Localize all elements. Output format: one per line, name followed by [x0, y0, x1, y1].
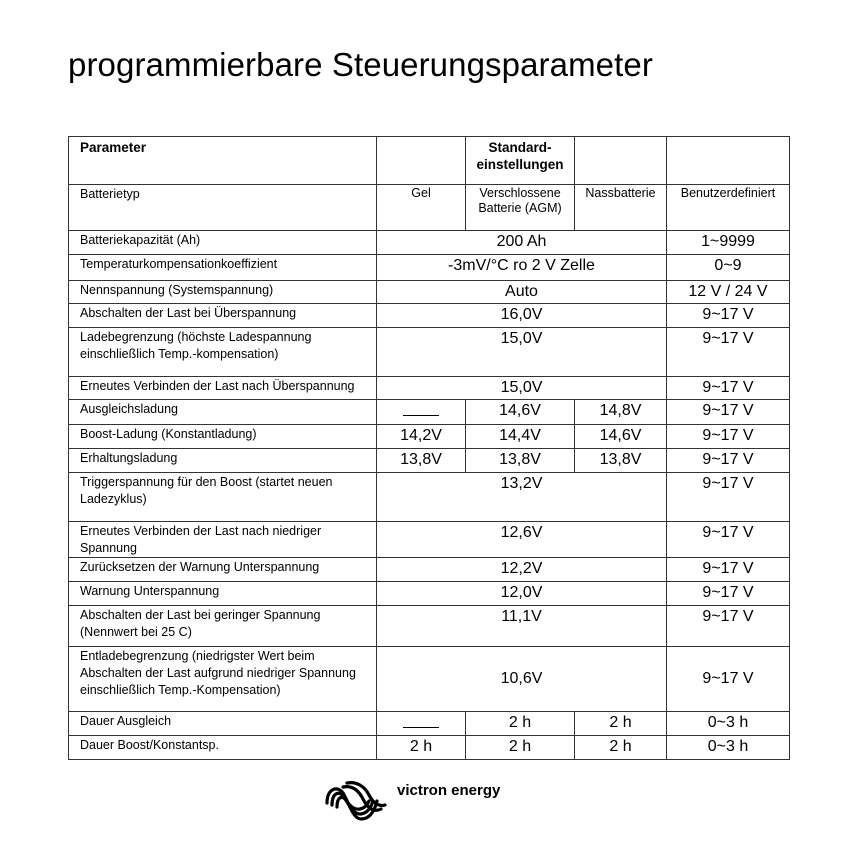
gel-value: 13,8V — [377, 449, 466, 473]
table-row — [69, 425, 790, 449]
table-row — [69, 328, 790, 377]
param-label: Dauer Ausgleich — [69, 712, 377, 736]
param-label: Ausgleichsladung — [69, 400, 377, 425]
default-value: 15,0V — [377, 377, 667, 400]
flooded-value: 13,8V — [575, 449, 667, 473]
param-label: Erneutes Verbinden der Last nach Überspannung — [69, 377, 377, 400]
gel-value — [377, 400, 466, 425]
page-title: programmierbare Steuerungsparameter — [68, 46, 653, 83]
default-value: 15,0V — [377, 328, 667, 377]
table-row — [69, 736, 790, 760]
param-label: Triggerspannung für den Boost (startet neuen Ladezyklus) — [69, 473, 377, 522]
table-row — [69, 304, 790, 328]
table-row — [69, 255, 790, 281]
battery-type-row — [69, 185, 790, 231]
param-label: Warnung Unterspannung — [69, 582, 377, 606]
default-value: 12,2V — [377, 558, 667, 582]
table-row — [69, 473, 790, 522]
dash-mark — [403, 727, 439, 728]
param-label: Erneutes Verbinden der Last nach niedriger Spannung — [69, 522, 377, 558]
param-label: Nennspannung (Systemspannung) — [69, 281, 377, 304]
flooded-value: 2 h — [575, 736, 667, 760]
battery-flooded: Nassbatterie — [575, 185, 667, 231]
user-range: 9~17 V — [667, 582, 790, 606]
user-range: 9~17 V — [667, 377, 790, 400]
user-range: 12 V / 24 V — [667, 281, 790, 304]
user-range: 9~17 V — [667, 425, 790, 449]
header-empty-cell — [575, 137, 667, 185]
user-range: 9~17 V — [667, 558, 790, 582]
user-range: 0~9 — [667, 255, 790, 281]
default-value: 10,6V — [377, 647, 667, 712]
flooded-value: 14,6V — [575, 425, 667, 449]
table-row — [69, 647, 790, 712]
header-empty-cell — [377, 137, 466, 185]
param-label: Temperaturkompensationkoeffizient — [69, 255, 377, 281]
param-label: Batteriekapazität (Ah) — [69, 231, 377, 255]
user-range: 1~9999 — [667, 231, 790, 255]
flooded-value: 14,8V — [575, 400, 667, 425]
agm-value: 2 h — [466, 736, 575, 760]
param-label: Zurücksetzen der Warnung Unterspannung — [69, 558, 377, 582]
table-row — [69, 377, 790, 400]
header-parameter: Parameter — [69, 137, 377, 185]
param-label: Ladebegrenzung (höchste Ladespannung einschließlich Temp.-kompensation) — [69, 328, 377, 377]
user-range: 9~17 V — [667, 304, 790, 328]
table-row — [69, 231, 790, 255]
gel-value: 14,2V — [377, 425, 466, 449]
user-range: 9~17 V — [667, 328, 790, 377]
table-row — [69, 712, 790, 736]
default-value: 11,1V — [377, 606, 667, 647]
default-value: 200 Ah — [377, 231, 667, 255]
agm-value: 14,4V — [466, 425, 575, 449]
victron-waves-icon — [323, 779, 389, 827]
user-range: 9~17 V — [667, 473, 790, 522]
param-label: Abschalten der Last bei Überspannung — [69, 304, 377, 328]
default-value: -3mV/°C ro 2 V Zelle — [377, 255, 667, 281]
user-range: 9~17 V — [667, 606, 790, 647]
table-row — [69, 400, 790, 425]
default-value: Auto — [377, 281, 667, 304]
user-range: 9~17 V — [667, 647, 790, 712]
user-range: 9~17 V — [667, 522, 790, 558]
default-value: 12,6V — [377, 522, 667, 558]
table-row — [69, 281, 790, 304]
table-row — [69, 449, 790, 473]
agm-value: 13,8V — [466, 449, 575, 473]
battery-gel: Gel — [377, 185, 466, 231]
gel-value: 2 h — [377, 736, 466, 760]
user-range: 9~17 V — [667, 449, 790, 473]
user-range: 0~3 h — [667, 712, 790, 736]
user-range: 0~3 h — [667, 736, 790, 760]
table-row — [69, 522, 790, 558]
battery-user: Benutzerdefiniert — [667, 185, 790, 231]
battery-agm: Verschlossene Batterie (AGM) — [466, 185, 575, 231]
agm-value: 14,6V — [466, 400, 575, 425]
table-row — [69, 606, 790, 647]
victron-logo — [323, 779, 583, 829]
table-header-row — [69, 137, 790, 185]
default-value: 16,0V — [377, 304, 667, 328]
default-value: 12,0V — [377, 582, 667, 606]
param-label: Entladebegrenzung (niedrigster Wert beim Abschalten der Last aufgrund niedriger Spannung einschließlich Temp.-Kompensation) — [69, 647, 377, 712]
param-label: Dauer Boost/Konstantsp. — [69, 736, 377, 760]
param-label: Boost-Ladung (Konstantladung) — [69, 425, 377, 449]
agm-value: 2 h — [466, 712, 575, 736]
brand-name: victron energy — [397, 782, 501, 799]
user-range: 9~17 V — [667, 400, 790, 425]
param-label: Erhaltungsladung — [69, 449, 377, 473]
param-label: Abschalten der Last bei geringer Spannung (Nennwert bei 25 C) — [69, 606, 377, 647]
flooded-value: 2 h — [575, 712, 667, 736]
header-defaults: Standard-einstellungen — [466, 137, 575, 185]
gel-value — [377, 712, 466, 736]
header-empty-cell — [667, 137, 790, 185]
default-value: 13,2V — [377, 473, 667, 522]
dash-mark — [403, 415, 439, 416]
battery-type-label: Batterietyp — [69, 185, 377, 231]
parameter-table — [68, 136, 790, 760]
table-row — [69, 558, 790, 582]
table-row — [69, 582, 790, 606]
